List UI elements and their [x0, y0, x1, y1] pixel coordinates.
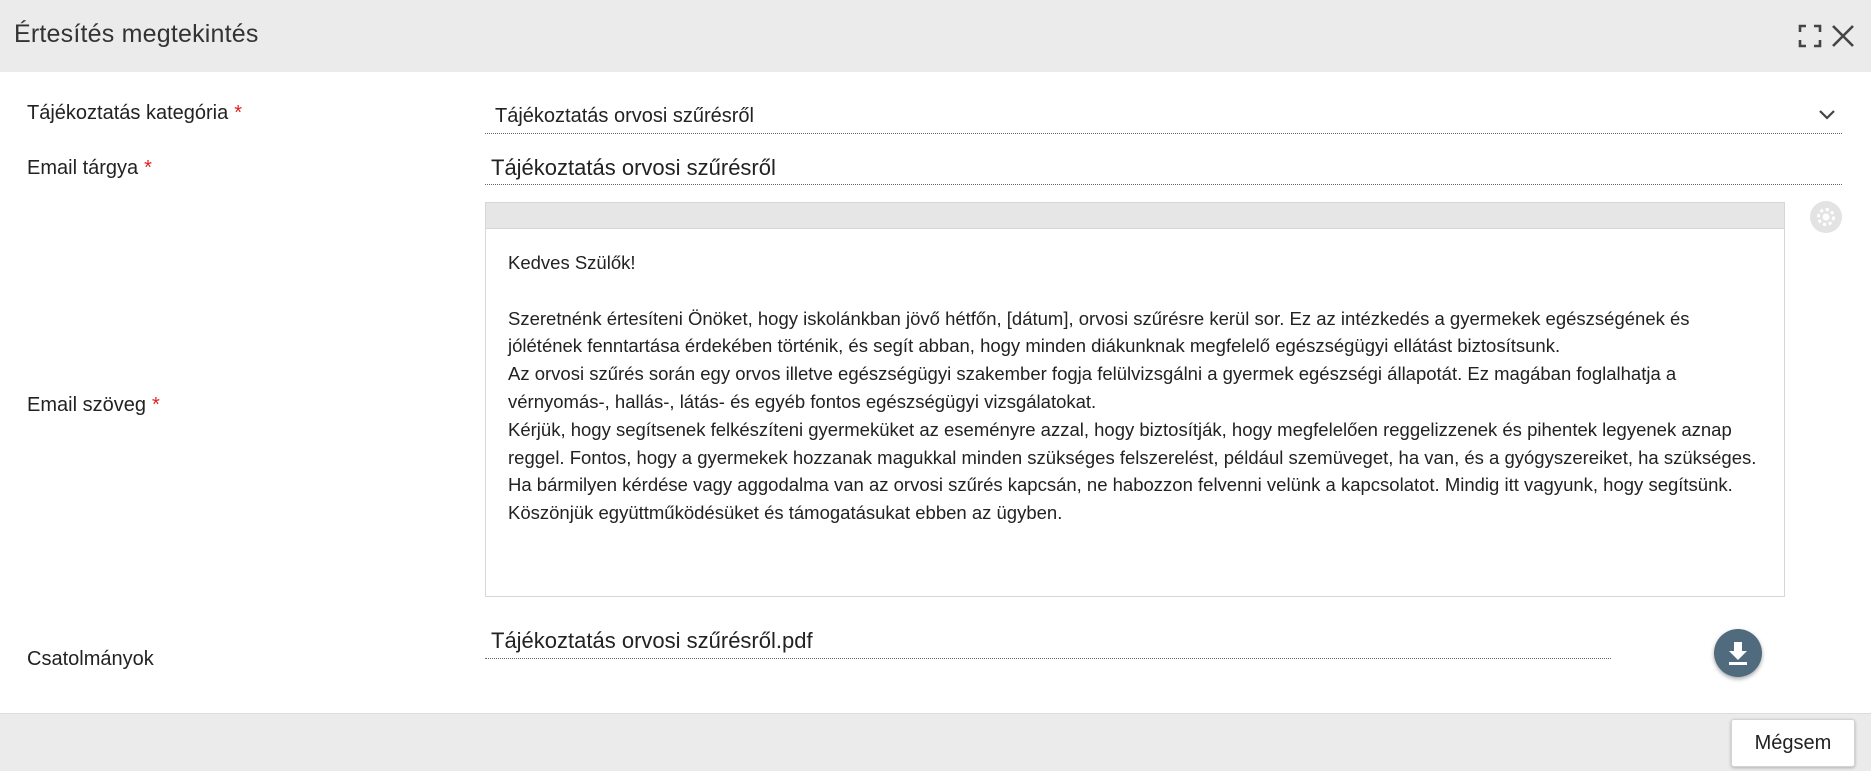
email-paragraph: Köszönjük együttműködésüket és támogatásukat ebben az ügyben.	[508, 502, 1063, 524]
close-button[interactable]	[1829, 22, 1857, 50]
dialog-title: Értesítés megtekintés	[14, 20, 259, 48]
maximize-icon	[1796, 22, 1824, 50]
chevron-down-icon	[1816, 104, 1838, 126]
editor-content[interactable]	[486, 229, 1784, 527]
category-select[interactable]	[485, 94, 1842, 134]
blank-line	[508, 277, 1762, 305]
subject-label-text: Email tárgya	[27, 157, 139, 179]
email-paragraph: Az orvosi szűrés során egy orvos illetve egészségügyi szakember fogja felülvizsgálni a gyermek egészségi állapotát. Ez magában foglalhatja a vérnyomás-, hallás-, látás- és egyéb fontos egészségügyi vizsgálatokat.	[508, 363, 1677, 412]
category-label-text: Tájékoztatás kategória	[27, 102, 229, 124]
required-mark: *	[144, 157, 152, 179]
category-select-value: Tájékoztatás orvosi szűrésről	[495, 105, 754, 127]
category-label	[27, 102, 242, 125]
email-paragraph: Kérjük, hogy segítsenek felkészíteni gyermeküket az eseményre azzal, hogy biztosítják, hogy megfelelően reggelizzenek és pihentek legyenek aznap reggel. Fontos, hogy a gyermekek hozzanak magukkal minden szükséges felszerelést, például szemüveget, ha van, és a gyógyszereiket, ha szükséges.	[508, 418, 1757, 468]
required-mark: *	[151, 394, 160, 416]
subject-field[interactable]	[485, 146, 1842, 185]
dialog-header	[0, 0, 1871, 72]
gear-icon	[1814, 205, 1838, 229]
attachments-label: Csatolmányok	[27, 648, 154, 670]
email-paragraph: Ha bármilyen kérdése vagy aggodalma van az orvosi szűrés kapcsán, ne habozzon felvenni velünk a kapcsolatot. Mindig itt vagyunk, hogy segítsünk.	[508, 474, 1733, 496]
required-mark: *	[234, 102, 243, 124]
cancel-button[interactable]: Mégsem	[1731, 719, 1855, 767]
attachment-field[interactable]	[485, 622, 1611, 659]
editor-toolbar	[486, 203, 1784, 229]
editor-settings-button[interactable]	[1810, 201, 1842, 233]
body-label-text: Email szöveg	[27, 394, 146, 416]
download-attachment-button[interactable]	[1714, 629, 1762, 677]
attachment-file-name: Tájékoztatás orvosi szűrésről.pdf	[491, 628, 813, 653]
body-label	[27, 394, 160, 417]
email-greeting: Kedves Szülők!	[508, 252, 636, 273]
subject-field-value: Tájékoztatás orvosi szűrésről	[491, 155, 776, 180]
dialog-footer	[0, 713, 1871, 771]
email-body-editor[interactable]	[485, 202, 1785, 597]
close-icon	[1829, 22, 1857, 50]
download-icon	[1726, 640, 1750, 666]
subject-label	[27, 157, 152, 180]
maximize-button[interactable]	[1796, 22, 1824, 50]
email-paragraph: Szeretnénk értesíteni Önöket, hogy iskolánkban jövő hétfőn, [dátum], orvosi szűrésre kerül sor. Ez az intézkedés a gyermekek egészségének és jólétének fenntartása érdekében történik, és segít abban, hogy minden diákunknak megfelelő egészségügyi ellátást biztosítsunk.	[508, 307, 1690, 357]
